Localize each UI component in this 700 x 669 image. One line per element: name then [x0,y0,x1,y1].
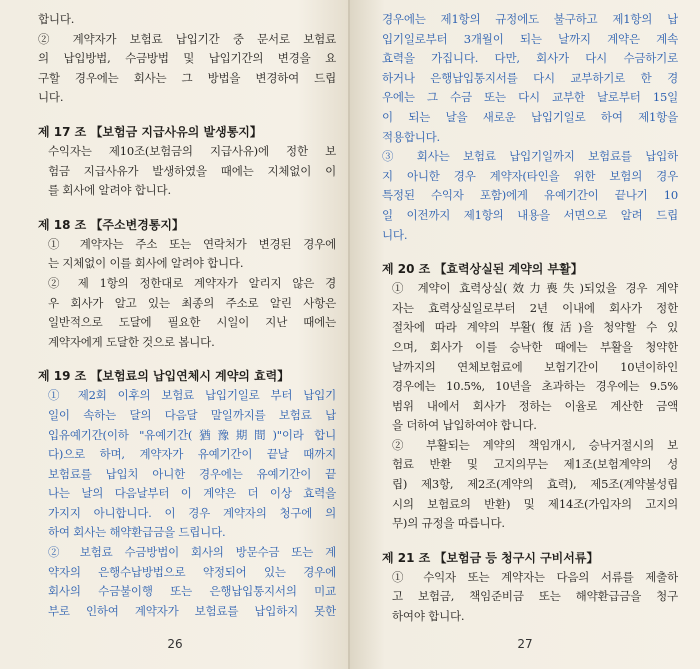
text-line: 효력을 가집니다. 다만, 회사가 다시 수금하기로 [382,51,678,66]
text-line: 나는 날의 다음날부터 이 계약은 더 이상 효력을 [48,486,336,501]
text-line: ① 수익자 또는 계약자는 다음의 서류를 제출하 [392,569,678,584]
text-line: 가지지 아니합니다. 이 경우 계약자의 청구에 의 [48,505,336,520]
page-number-right: 27 [517,637,533,651]
text-line: 하거나 은행납입통지서를 다시 교부하기로 한 경 [382,70,678,85]
right-page [350,0,700,669]
text-line: 보험료를 납입치 아니한 경우에는 유예기간이 끝 [48,466,336,481]
text-line: 자는 효력상실일로부터 2년 이내에 회사가 정한 [392,300,678,315]
text-line: ① 계약자는 주소 또는 연락처가 변경된 경우에 [48,236,336,251]
text-line: ② 부활되는 계약의 책임개시, 승낙거절시의 보 [392,437,678,452]
text-line: 하여 회사는 해약환급금을 드립니다. [48,525,226,540]
text-line: 험금 지급사유가 발생하였을 때에는 지체없이 이 [48,163,336,178]
text-line: ③ 회사는 보험료 납입기일까지 보험료를 납입하 [382,149,678,164]
article-21-heading: 제 21 조 【보험금 등 청구시 구비서류】 [382,550,599,565]
text-line: 립) 제3항, 제2조(계약의 효력), 제5조(계약불성립 [392,477,678,492]
article-20-heading: 제 20 조 【효력상실된 계약의 부활】 [382,262,583,277]
text-line: 험료 반환 및 고지의무는 제1조(보험계약의 성 [392,457,678,472]
text-line: 니다. [38,90,64,105]
text-line: 부로 인하여 계약자가 보험료를 납입하지 못한 [48,603,336,618]
text-line: 일반적으로 도달에 필요한 시일이 지난 때에는 [48,315,336,330]
text-line: 무)의 규정을 따릅니다. [392,516,505,531]
article-19-body [38,386,336,621]
text-line: 일이 속하는 달의 다음달 말일까지를 보험료 납 [48,407,336,422]
text-line: 회사의 수금불이행 또는 은행납입통지서의 미교 [48,584,336,599]
text-line: 구할 경우에는 회사는 그 방법을 변경하여 드립 [38,70,336,85]
article-20-body [382,279,678,534]
text-line: 날까지의 연체보험료에 보험기간이 10년이하인 [392,359,678,374]
text-line: ② 보험료 수금방법이 회사의 방문수금 또는 계 [48,545,336,560]
text-line: 지 아니한 경우 계약자(타인을 위한 보험의 경우 [382,168,678,183]
text-line: ① 제2회 이후의 보험료 납입기일로 부터 납입기 [48,388,336,403]
text-line: 적용합니다. [382,129,440,144]
article-19-heading: 제 19 조 【보험료의 납입연체시 계약의 효력】 [38,369,290,384]
text-line: 계약자에게 도달한 것으로 봅니다. [48,334,215,349]
text-line: ② 계약자가 보험료 납입기간 중 문서로 보험료 [38,31,336,46]
text-line: 약자의 은행수납방법으로 약정되어 있는 경우에 [48,564,336,579]
text-line: 을 더하여 납입하여야 합니다. [392,418,537,433]
text-line: 절차에 따라 계약의 부활(復活)을 청약할 수 있 [392,320,678,335]
text-line: ② 제 1항의 정한대로 계약자가 알리지 않은 경 [48,275,336,290]
text-line: 는 지체없이 이를 회사에 알려야 합니다. [48,256,244,271]
article-17-heading: 제 17 조 【보험금 지급사유의 발생통지】 [38,124,262,139]
article-21-body [382,568,678,627]
text-line: 합니다. [38,12,75,26]
text-line: 우에는 그 수금 또는 다시 교부한 날로부터 15일 [382,90,678,105]
text-line: 시의 보험료의 반환) 및 제14조(가입자의 고지의 [392,496,678,511]
text-line: 입기일로부터 3개월이 되는 날까지 계약은 계속 [382,31,678,46]
article-18-body [38,235,336,353]
text-line: 으며, 회사가 이를 승낙한 때에는 부활을 청약한 [392,339,678,354]
text-line: 입유예기간(이하 "유예기간(猶豫期間)"이라 합니 [48,427,336,442]
text-line: 하여야 합니다. [392,609,465,624]
text-line: 경우에는 제1항의 규정에도 불구하고 제1항의 납 [382,12,678,26]
text-line: 특정된 수익자 포함)에게 유예기간이 끝나기 10 [382,188,678,203]
text-line: 경우에는 10.5%, 10년을 초과하는 경우에는 9.5% [392,379,678,394]
text-line: 범위 내에서 회사가 정하는 이율로 계산한 금액 [392,398,678,413]
text-line: 수익자는 제10조(보험금의 지급사유)에 정한 보 [48,143,336,158]
text-line: 의 납입방법, 수금방법 및 납입기간의 변경을 요 [38,51,336,66]
left-intro-text [38,10,336,108]
article-17-body [38,142,336,201]
article-18-heading: 제 18 조 【주소변경통지】 [38,217,184,232]
text-line: 다)으로 하며, 계약자가 유예기간이 끝날 때까지 [48,447,336,462]
text-line: 이 되는 날을 새로운 납입기일로 하여 제1항을 [382,109,678,124]
text-line: 니다. [382,227,408,242]
page-number-left: 26 [167,637,183,651]
text-line: 우 회사가 알고 있는 최종의 주소로 알린 사항은 [48,295,336,310]
right-intro-text [382,10,678,245]
text-line: ① 계약이 효력상실(效力喪失)되었을 경우 계약 [392,281,678,296]
text-line: 일 이전까지 제1항의 내용을 서면으로 알려 드립 [382,207,678,222]
text-line: 고 보험금, 책임준비금 또는 해약환급금을 청구 [392,589,678,604]
text-line: 를 회사에 알려야 합니다. [48,183,171,198]
